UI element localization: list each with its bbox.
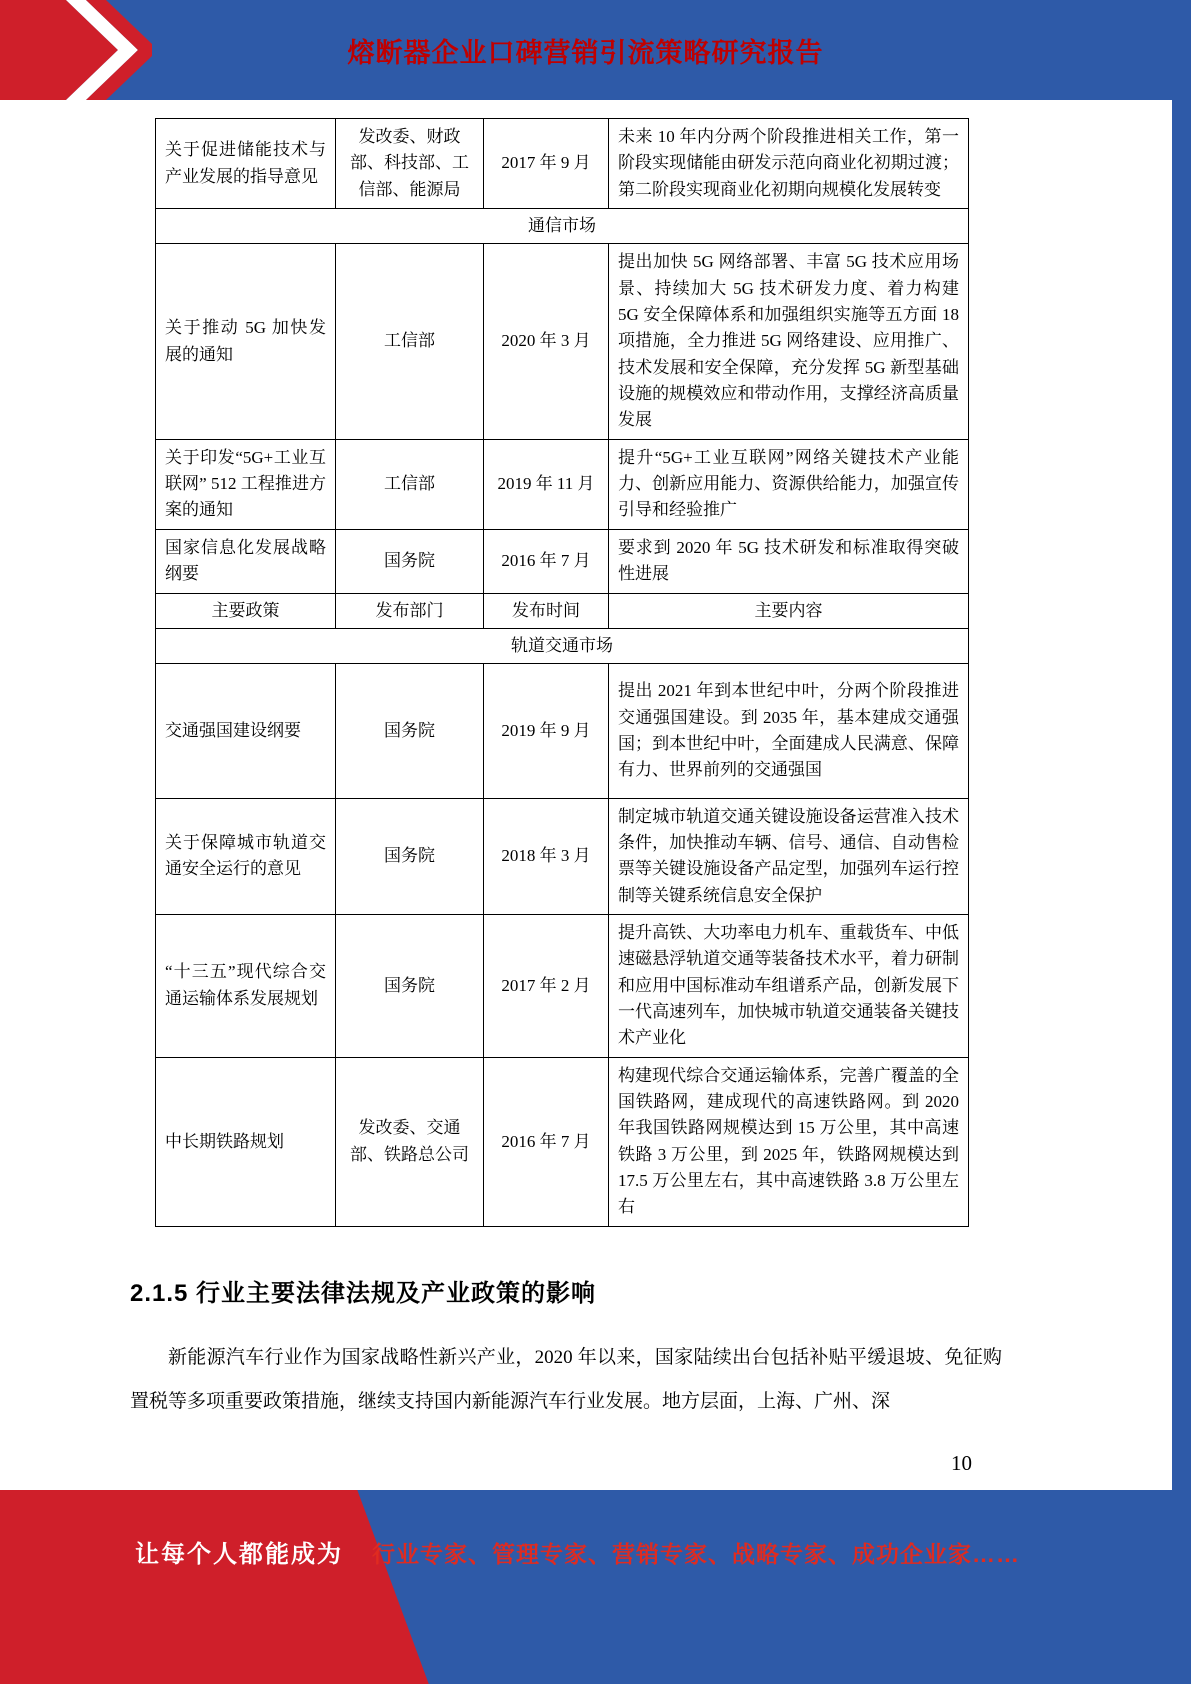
section-title-cell: 轨道交通市场 xyxy=(156,628,969,663)
policy-name-cell: 交通强国建设纲要 xyxy=(156,664,336,798)
page-content xyxy=(130,100,1002,1476)
policy-date-cell: 2017 年 2 月 xyxy=(484,914,609,1057)
policy-name-cell: 关于印发“5G+工业互联网” 512 工程推进方案的通知 xyxy=(156,439,336,529)
policy-date-cell: 2020 年 3 月 xyxy=(484,244,609,439)
policy-content-cell: 提出 2021 年到本世纪中叶，分两个阶段推进交通强国建设。到 2035 年，基本建成交通强国；到本世纪中叶，全面建成人民满意、保障有力、世界前列的交通强国 xyxy=(609,664,969,798)
table-row-national-informatization xyxy=(156,529,969,593)
policy-content-cell: 构建现代综合交通运输体系，完善广覆盖的全国铁路网，建成现代的高速铁路网。到 2020 年我国铁路网规模达到 15 万公里，其中高速铁路 3 万公里，到 2025 年，铁路网规模达到 17.5 万公里左右，其中高速铁路 3.8 万公里左右 xyxy=(609,1057,969,1226)
policy-content-cell: 未来 10 年内分两个阶段推进相关工作，第一阶段实现储能由研发示范向商业化初期过渡；第二阶段实现商业化初期向规模化发展转变 xyxy=(609,119,969,209)
policy-date-cell: 2019 年 11 月 xyxy=(484,439,609,529)
policy-content-cell: 提升“5G+工业互联网”网络关键技术产业能力、创新应用能力、资源供给能力，加强宣传引导和经验推广 xyxy=(609,439,969,529)
policy-dept-cell: 发改委、财政部、科技部、工信部、能源局 xyxy=(336,119,484,209)
footer-slogan-right: 行业专家、管理专家、营销专家、战略专家、成功企业家…… xyxy=(372,1541,1020,1567)
table-row-5g-industrial-internet xyxy=(156,439,969,529)
policy-date-cell: 2016 年 7 月 xyxy=(484,529,609,593)
policy-content-cell: 提出加快 5G 网络部署、丰富 5G 技术应用场景、持续加大 5G 技术研发力度、着力构建 5G 安全保障体系和加强组织实施等五方面 18 项措施，全力推进 5G 网络建设、应用推广、技术发展和安全保障，充分发挥 5G 新型基础设施的规模效应和带动作用，支撑经济高质量发展 xyxy=(609,244,969,439)
policy-dept-cell: 发改委、交通部、铁路总公司 xyxy=(336,1057,484,1226)
policy-name-cell: 关于推动 5G 加快发展的通知 xyxy=(156,244,336,439)
policy-dept-cell: 工信部 xyxy=(336,244,484,439)
page-header-banner xyxy=(0,0,1191,100)
policy-dept-cell: 工信部 xyxy=(336,439,484,529)
policy-name-cell: 关于保障城市轨道交通安全运行的意见 xyxy=(156,798,336,914)
footer-slogan-left: 让每个人都能成为 xyxy=(135,1541,343,1568)
table-header-row xyxy=(156,593,969,628)
policy-content-cell: 制定城市轨道交通关键设施设备运营准入技术条件，加快推动车辆、信号、通信、自动售检票等关键设施设备产品定型，加强列车运行控制等关键系统信息安全保护 xyxy=(609,798,969,914)
column-header-policy: 主要政策 xyxy=(156,593,336,628)
policy-name-cell: 中长期铁路规划 xyxy=(156,1057,336,1226)
footer-red-shape xyxy=(0,1490,1191,1684)
policy-dept-cell: 国务院 xyxy=(336,664,484,798)
table-row-5g-development xyxy=(156,244,969,439)
column-header-content: 主要内容 xyxy=(609,593,969,628)
right-edge-stripe xyxy=(1172,0,1191,1684)
policy-dept-cell: 国务院 xyxy=(336,529,484,593)
policy-dept-cell: 国务院 xyxy=(336,798,484,914)
policy-name-cell: 关于促进储能技术与产业发展的指导意见 xyxy=(156,119,336,209)
table-section-row-rail-transit xyxy=(156,628,969,663)
policy-content-cell: 提升高铁、大功率电力机车、重载货车、中低速磁悬浮轨道交通等装备技术水平，着力研制和应用中国标准动车组谱系产品，创新发展下一代高速列车，加快城市轨道交通装备关键技术产业化 xyxy=(609,914,969,1057)
table-section-row-communication xyxy=(156,209,969,244)
policy-date-cell: 2016 年 7 月 xyxy=(484,1057,609,1226)
table-row-mid-long-term-railway xyxy=(156,1057,969,1226)
policy-name-cell: “十三五”现代综合交通运输体系发展规划 xyxy=(156,914,336,1057)
page-number: 10 xyxy=(951,1451,972,1475)
policy-dept-cell: 国务院 xyxy=(336,914,484,1057)
policy-name-cell: 国家信息化发展战略纲要 xyxy=(156,529,336,593)
policy-content-cell: 要求到 2020 年 5G 技术研发和标准取得突破性进展 xyxy=(609,529,969,593)
column-header-date: 发布时间 xyxy=(484,593,609,628)
table-row-transport-power xyxy=(156,664,969,798)
report-title: 熔断器企业口碑营销引流策略研究报告 xyxy=(347,37,824,68)
policy-date-cell: 2019 年 9 月 xyxy=(484,664,609,798)
body-paragraph: 新能源汽车行业作为国家战略性新兴产业，2020 年以来，国家陆续出台包括补贴平缓退坡、免征购置税等多项重要政策措施，继续支持国内新能源汽车行业发展。地方层面，上海、广州、深 xyxy=(130,1346,1002,1413)
column-header-dept: 发布部门 xyxy=(336,593,484,628)
section-heading: 2.1.5 行业主要法律法规及产业政策的影响 xyxy=(130,1279,597,1307)
page-footer-banner xyxy=(0,1490,1191,1684)
table-row-storage-policy xyxy=(156,119,969,209)
section-title-cell: 通信市场 xyxy=(156,209,969,244)
policy-table xyxy=(155,118,969,1227)
table-row-urban-rail-safety xyxy=(156,798,969,914)
table-row-13th-five-year-plan xyxy=(156,914,969,1057)
policy-date-cell: 2018 年 3 月 xyxy=(484,798,609,914)
policy-date-cell: 2017 年 9 月 xyxy=(484,119,609,209)
